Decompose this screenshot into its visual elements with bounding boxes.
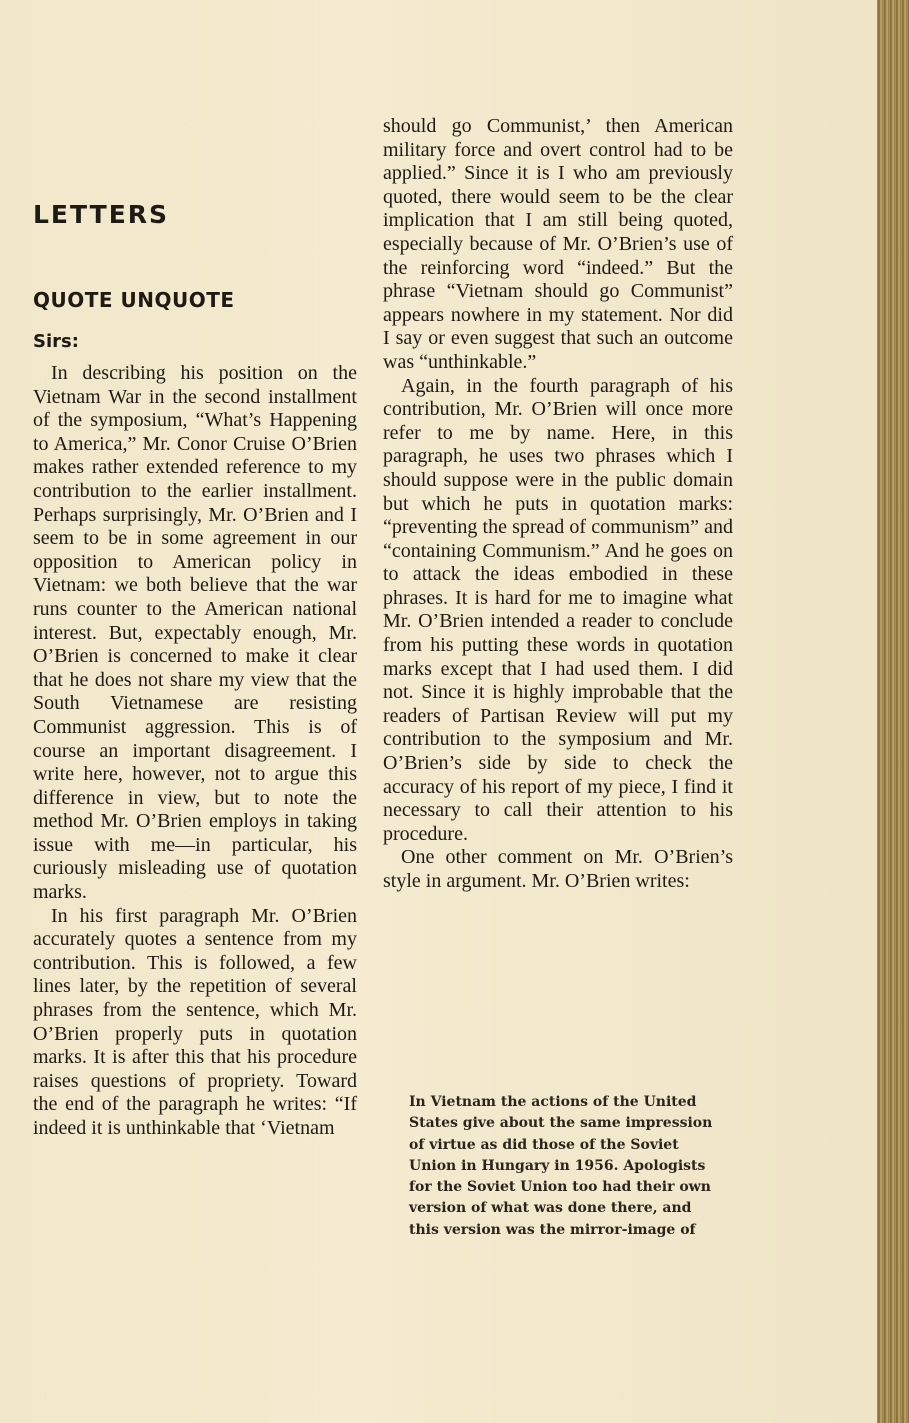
block-quote-text: In Vietnam the actions of the United States give about the same impression of virtue as did those of the Soviet Union in Hungary in 1956. Apologists for the Soviet Union too had their own version of what was done there, and this version was the mirror-image of	[409, 1094, 713, 1238]
paragraph: should go Communist,’ then American military force and overt control had to be applied.” Since it is I who am previously quoted, there would seem to be the clear implication that I am still being quoted, especially because of Mr. O’Brien’s use of the reinforcing word “indeed.” But the phrase “Vietnam should go Communist” appears nowhere in my statement. Nor did I say or even suggest that such an outcome was “unthinkable.”	[383, 115, 733, 373]
block-quote	[409, 1092, 715, 1241]
left-column	[33, 362, 357, 1141]
salutation: Sirs:	[33, 331, 79, 352]
section-title: LETTERS	[33, 200, 170, 229]
book-spine	[877, 0, 909, 1423]
paragraph: Again, in the fourth paragraph of his contribution, Mr. O’Brien will once more refer to me by name. Here, in this paragraph, he uses two phrases which I should suppose were in the public domain but which he puts in quotation marks: “preventing the spread of communism” and “containing Communism.” And he goes on to attack the ideas embodied in these phrases. It is hard for me to imagine what Mr. O’Brien intended a reader to conclude from his putting these words in quotation marks except that I had used them. I did not. Since it is highly improbable that the readers of Partisan Review will put my contribution to the symposium and Mr. O’Brien’s side by side to check the accuracy of his report of my piece, I find it necessary to call their attention to his procedure.	[383, 374, 733, 845]
right-column	[383, 115, 733, 894]
paragraph: One other comment on Mr. O’Brien’s style in argument. Mr. O’Brien writes:	[383, 846, 733, 892]
paragraph: In describing his position on the Vietnam War in the second installment of the symposium, “What’s Happening to America,” Mr. Conor Cruise O’Brien makes rather extended reference to my contribution to the earlier installment. Perhaps surprisingly, Mr. O’Brien and I seem to be in some agreement in our opposition to American policy in Vietnam: we both believe that the war runs counter to the American national interest. But, expectably enough, Mr. O’Brien is concerned to make it clear that he does not share my view that the South Vietnamese are resisting Communist aggression. This is of course an important disagreement. I write here, however, not to argue this difference in view, but to note the method Mr. O’Brien employs in taking issue with me—in particular, his curiously misleading use of quotation marks.	[33, 362, 357, 904]
article-title: QUOTE UNQUOTE	[33, 288, 235, 312]
paragraph: In his first paragraph Mr. O’Brien accurately quotes a sentence from my contribution. This is followed, a few lines later, by the repetition of several phrases from the sentence, which Mr. O’Brien properly puts in quotation marks. It is after this that his procedure raises questions of propriety. Toward the end of the paragraph he writes: “If indeed it is unthinkable that ‘Vietnam	[33, 904, 357, 1139]
